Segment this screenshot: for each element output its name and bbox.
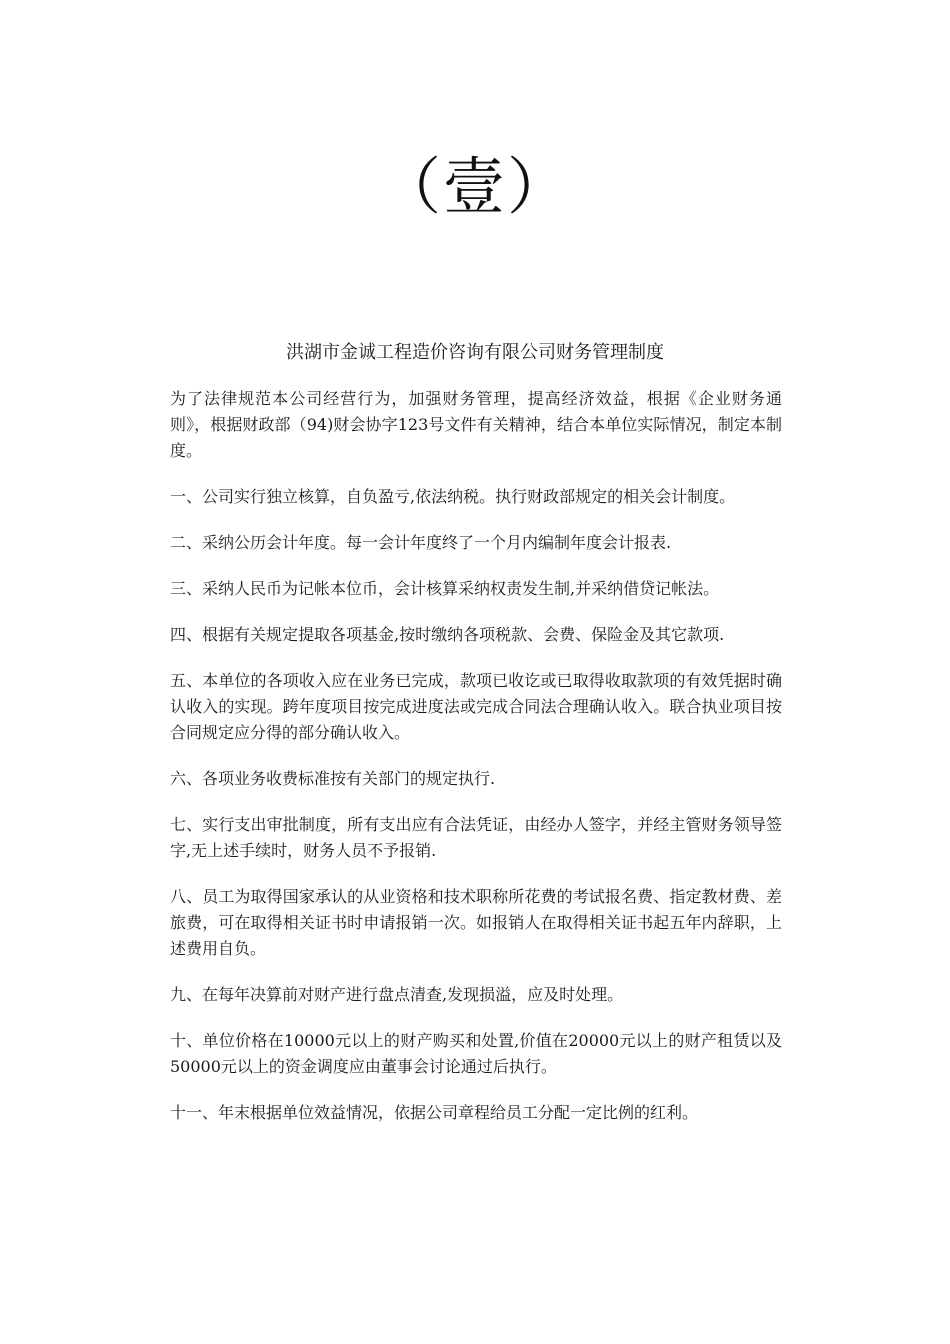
clause-paragraph-5: 五、本单位的各项收入应在业务已完成，款项已收讫或已取得收取款项的有效凭据时确认收入的实现。跨年度项目按完成进度法或完成合同法合理确认收入。联合执业项目按合同规定应分得的部分确认收入。 xyxy=(170,671,782,742)
clause-paragraph-9: 九、在每年决算前对财产进行盘点清查,发现损溢，应及时处理。 xyxy=(170,985,624,1004)
document-body xyxy=(170,386,782,1146)
document-title: 洪湖市金诚工程造价咨询有限公司财务管理制度 xyxy=(286,342,664,363)
clause-paragraph-6: 六、各项业务收费标准按有关部门的规定执行. xyxy=(170,769,496,788)
clause-paragraph-11: 十一、年末根据单位效益情况，依据公司章程给员工分配一定比例的红利。 xyxy=(170,1103,699,1122)
clause-paragraph-7: 七、实行支出审批制度，所有支出应有合法凭证，由经办人签字，并经主管财务领导签字,无上述手续时，财务人员不予报销. xyxy=(170,815,782,860)
clause-paragraph-2: 二、采纳公历会计年度。每一会计年度终了一个月内编制年度会计报表. xyxy=(170,533,672,552)
clause-paragraph-10: 十、单位价格在10000元以上的财产购买和处置,价值在20000元以上的财产租赁以及50000元以上的资金调度应由董事会讨论通过后执行。 xyxy=(170,1031,782,1076)
clause-paragraph-3: 三、采纳人民币为记帐本位币，会计核算采纳权责发生制,并采纳借贷记帐法。 xyxy=(170,579,720,598)
clause-paragraph-1: 一、公司实行独立核算，自负盈亏,依法纳税。执行财政部规定的相关会计制度。 xyxy=(170,487,736,506)
intro-paragraph: 为了法律规范本公司经营行为，加强财务管理，提高经济效益，根据《企业财务通则》，根据财政部（94)财会协字123号文件有关精神，结合本单位实际情况，制定本制度。 xyxy=(170,389,782,460)
clause-paragraph-4: 四、根据有关规定提取各项基金,按时缴纳各项税款、会费、保险金及其它款项. xyxy=(170,625,725,644)
volume-heading: （壹） xyxy=(378,150,571,223)
clause-paragraph-8: 八、员工为取得国家承认的从业资格和技术职称所花费的考试报名费、指定教材费、差旅费，可在取得相关证书时申请报销一次。如报销人在取得相关证书起五年内辞职，上述费用自负。 xyxy=(170,887,782,958)
